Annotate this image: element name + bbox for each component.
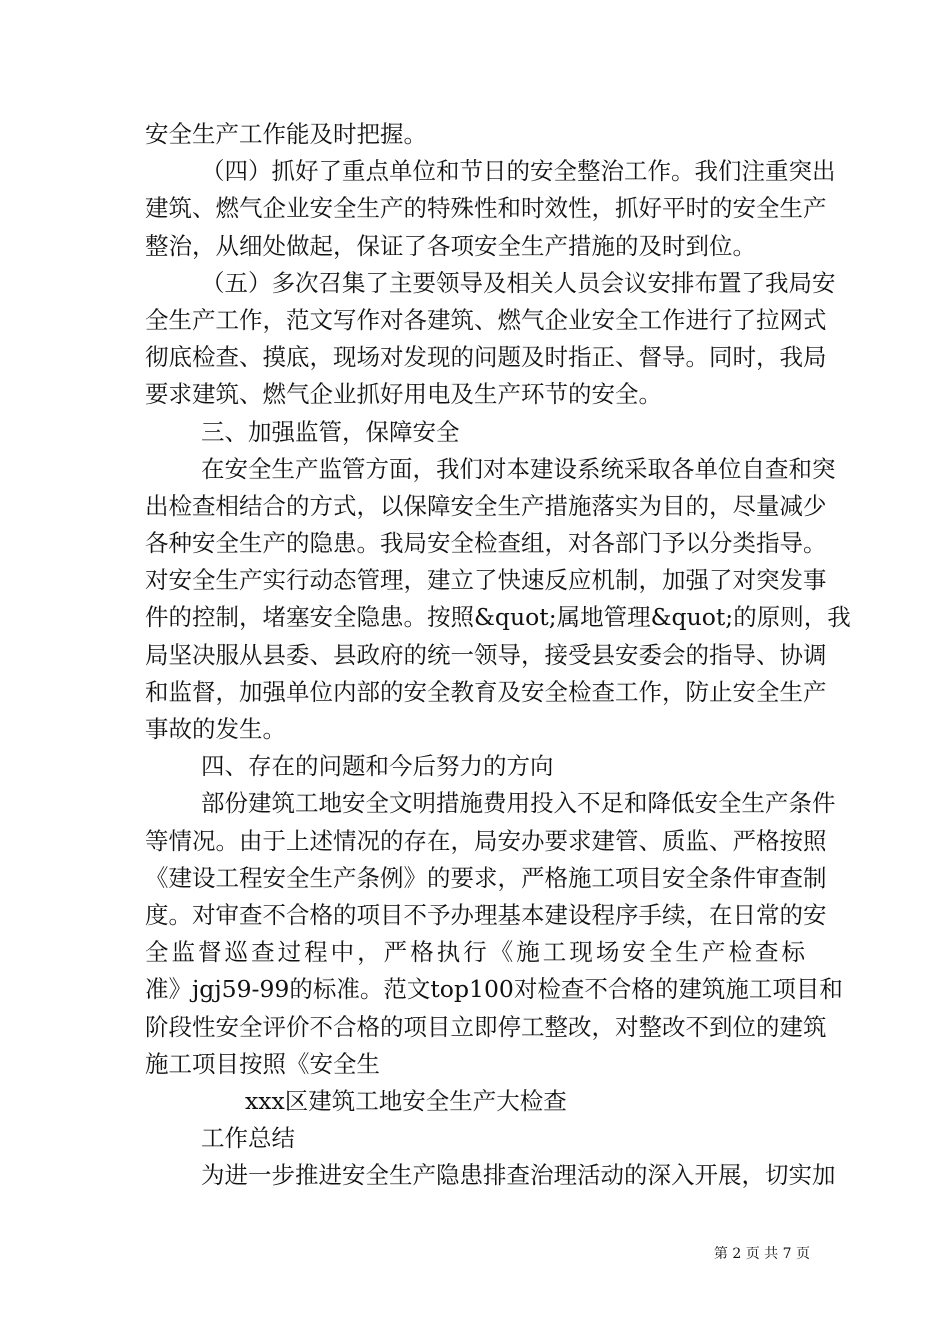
text-line: 准》jgj59-99的标准。范文top100对检查不合格的建筑施工项目和 [145, 975, 843, 1004]
section-heading: 三、加强监管，保障安全 [201, 417, 460, 446]
text-line: 部份建筑工地安全文明措施费用投入不足和降低安全生产条件 [201, 789, 836, 818]
text-line: 阶段性安全评价不合格的项目立即停工整改，对整改不到位的建筑 [145, 1012, 827, 1041]
text-line: 全生产工作，范文写作对各建筑、燃气企业安全工作进行了拉网式 [145, 305, 827, 334]
text-line: （四）抓好了重点单位和节日的安全整治工作。我们注重突出 [201, 157, 836, 186]
text-line: （五）多次召集了主要领导及相关人员会议安排布置了我局安 [201, 268, 836, 297]
text-line: 各种安全生产的隐患。我局安全检查组，对各部门予以分类指导。 [145, 529, 827, 558]
text-line: 等情况。由于上述情况的存在，局安办要求建管、质监、严格按照 [145, 826, 827, 855]
section-heading: 四、存在的问题和今后努力的方向 [201, 752, 554, 781]
text-line: 要求建筑、燃气企业抓好用电及生产环节的安全。 [145, 380, 662, 409]
text-line: 在安全生产监管方面，我们对本建设系统采取各单位自查和突 [201, 454, 836, 483]
document-title: xxx区建筑工地安全生产大检查 [245, 1086, 567, 1115]
text-line: 度。对审查不合格的项目不予办理基本建设程序手续，在日常的安 [145, 900, 827, 929]
text-line: 出检查相结合的方式，以保障安全生产措施落实为目的，尽量减少 [145, 491, 827, 520]
text-line: 安全生产工作能及时把握。 [145, 120, 427, 148]
text-line: 《建设工程安全生产条例》的要求，严格施工项目安全条件审查制 [145, 863, 827, 892]
text-line: 和监督，加强单位内部的安全教育及安全检查工作，防止安全生产 [145, 677, 827, 706]
page-number: 第 2 页 共 7 页 [713, 1246, 810, 1262]
body-text [145, 116, 851, 1194]
text-line: 整治，从细处做起，保证了各项安全生产措施的及时到位。 [145, 231, 756, 260]
text-line: 局坚决服从县委、县政府的统一领导，接受县安委会的指导、协调 [145, 640, 827, 669]
text-line: 建筑、燃气企业安全生产的特殊性和时效性，抓好平时的安全生产 [145, 194, 827, 223]
text-line: 对安全生产实行动态管理，建立了快速反应机制，加强了对突发事 [145, 566, 827, 595]
text-line: 施工项目按照《安全生 [145, 1049, 380, 1078]
document-subtitle: 工作总结 [201, 1124, 295, 1153]
text-line: 彻底检查、摸底，现场对发现的问题及时指正、督导。同时，我局 [145, 343, 827, 372]
text-line: 件的控制，堵塞安全隐患。按照&quot;属地管理&quot;的原则，我 [145, 603, 851, 632]
text-line: 全监督巡查过程中，严格执行《施工现场安全生产检查标 [145, 938, 805, 967]
text-line: 事故的发生。 [145, 715, 286, 743]
text-line: 为进一步推进安全生产隐患排查治理活动的深入开展，切实加 [201, 1161, 836, 1190]
